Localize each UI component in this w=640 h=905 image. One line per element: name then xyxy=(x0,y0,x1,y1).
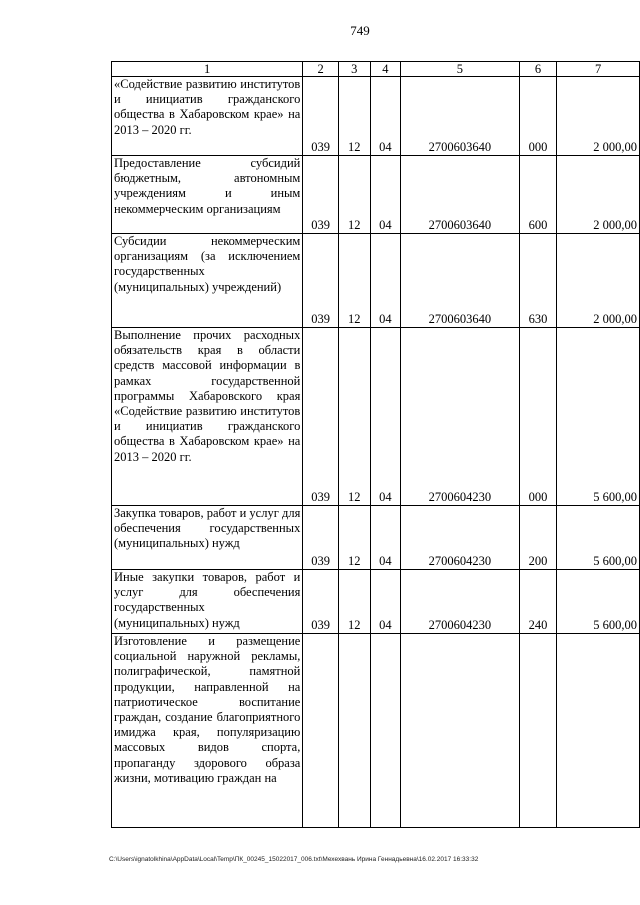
row-expense-type: 000 xyxy=(519,77,557,156)
row-expense-type: 600 xyxy=(519,156,557,234)
table-row xyxy=(112,506,640,570)
row-ministry-code: 039 xyxy=(303,234,339,328)
row-subsection-code: 04 xyxy=(370,234,401,328)
file-path-footer: C:\Users\ignatolkhina\AppData\Local\Temp\ПК_00245_15022017_006.txt\Мехехвань Ирина Геннадьевна\16.02.2017 16:33:32 xyxy=(109,856,479,863)
row-expense-type xyxy=(519,634,557,828)
row-subsection-code: 04 xyxy=(370,506,401,570)
row-amount xyxy=(557,634,640,828)
column-header: 2 xyxy=(303,62,339,77)
row-target-code: 2700604230 xyxy=(401,570,519,634)
budget-table xyxy=(111,61,640,828)
table-header-row xyxy=(112,62,640,77)
column-header: 7 xyxy=(557,62,640,77)
row-subsection-code: 04 xyxy=(370,328,401,506)
column-header: 4 xyxy=(370,62,401,77)
row-expense-type: 000 xyxy=(519,328,557,506)
row-amount: 5 600,00 xyxy=(557,328,640,506)
row-target-code: 2700603640 xyxy=(401,156,519,234)
row-description: Выполнение прочих расходных обязательств края в области средств массовой информации в рамках государственной программы Хабаровского края «Содействие развитию институтов и инициатив гражданского общества в Хабаровском крае» на 2013 – 2020 гг. xyxy=(112,328,303,506)
row-section-code: 12 xyxy=(338,328,370,506)
row-expense-type: 240 xyxy=(519,570,557,634)
row-target-code: 2700603640 xyxy=(401,234,519,328)
row-ministry-code: 039 xyxy=(303,77,339,156)
row-description: Субсидии некоммерческим организациям (за исключением государственных (муниципальных) учреждений) xyxy=(112,234,303,328)
row-description: Предоставление субсидий бюджетным, автономным учреждениям и иным некоммерческим организациям xyxy=(112,156,303,234)
row-amount: 5 600,00 xyxy=(557,506,640,570)
table-row xyxy=(112,156,640,234)
row-description: «Содействие развитию институтов и инициатив гражданского общества в Хабаровском крае» на 2013 – 2020 гг. xyxy=(112,77,303,156)
row-section-code: 12 xyxy=(338,506,370,570)
column-header: 5 xyxy=(401,62,519,77)
row-target-code: 2700604230 xyxy=(401,506,519,570)
row-target-code xyxy=(401,634,519,828)
table-row xyxy=(112,234,640,328)
row-section-code: 12 xyxy=(338,570,370,634)
row-description: Иные закупки товаров, работ и услуг для обеспечения государственных (муниципальных) нужд xyxy=(112,570,303,634)
column-header: 3 xyxy=(338,62,370,77)
row-section-code xyxy=(338,634,370,828)
row-amount: 2 000,00 xyxy=(557,77,640,156)
column-header: 1 xyxy=(112,62,303,77)
row-amount: 2 000,00 xyxy=(557,156,640,234)
table-row xyxy=(112,328,640,506)
row-ministry-code: 039 xyxy=(303,328,339,506)
row-amount: 5 600,00 xyxy=(557,570,640,634)
row-ministry-code: 039 xyxy=(303,156,339,234)
row-ministry-code: 039 xyxy=(303,506,339,570)
row-ministry-code xyxy=(303,634,339,828)
row-amount: 2 000,00 xyxy=(557,234,640,328)
row-description: Закупка товаров, работ и услуг для обеспечения государственных (муниципальных) нужд xyxy=(112,506,303,570)
column-header: 6 xyxy=(519,62,557,77)
row-ministry-code: 039 xyxy=(303,570,339,634)
row-description: Изготовление и размещение социальной наружной рекламы, полиграфической, памятной продукции, направленной на патриотическое воспитание граждан, создание благоприятного имиджа края, популяризацию массовых видов спорта, пропаганду здорового образа жизни, мотивацию граждан на xyxy=(112,634,303,828)
row-expense-type: 200 xyxy=(519,506,557,570)
row-section-code: 12 xyxy=(338,156,370,234)
row-section-code: 12 xyxy=(338,77,370,156)
row-subsection-code: 04 xyxy=(370,570,401,634)
row-expense-type: 630 xyxy=(519,234,557,328)
row-target-code: 2700604230 xyxy=(401,328,519,506)
table-row xyxy=(112,77,640,156)
row-subsection-code: 04 xyxy=(370,77,401,156)
row-subsection-code: 04 xyxy=(370,156,401,234)
row-section-code: 12 xyxy=(338,234,370,328)
page-number: 749 xyxy=(350,23,370,38)
table-row xyxy=(112,570,640,634)
row-subsection-code xyxy=(370,634,401,828)
table-row xyxy=(112,634,640,828)
row-target-code: 2700603640 xyxy=(401,77,519,156)
